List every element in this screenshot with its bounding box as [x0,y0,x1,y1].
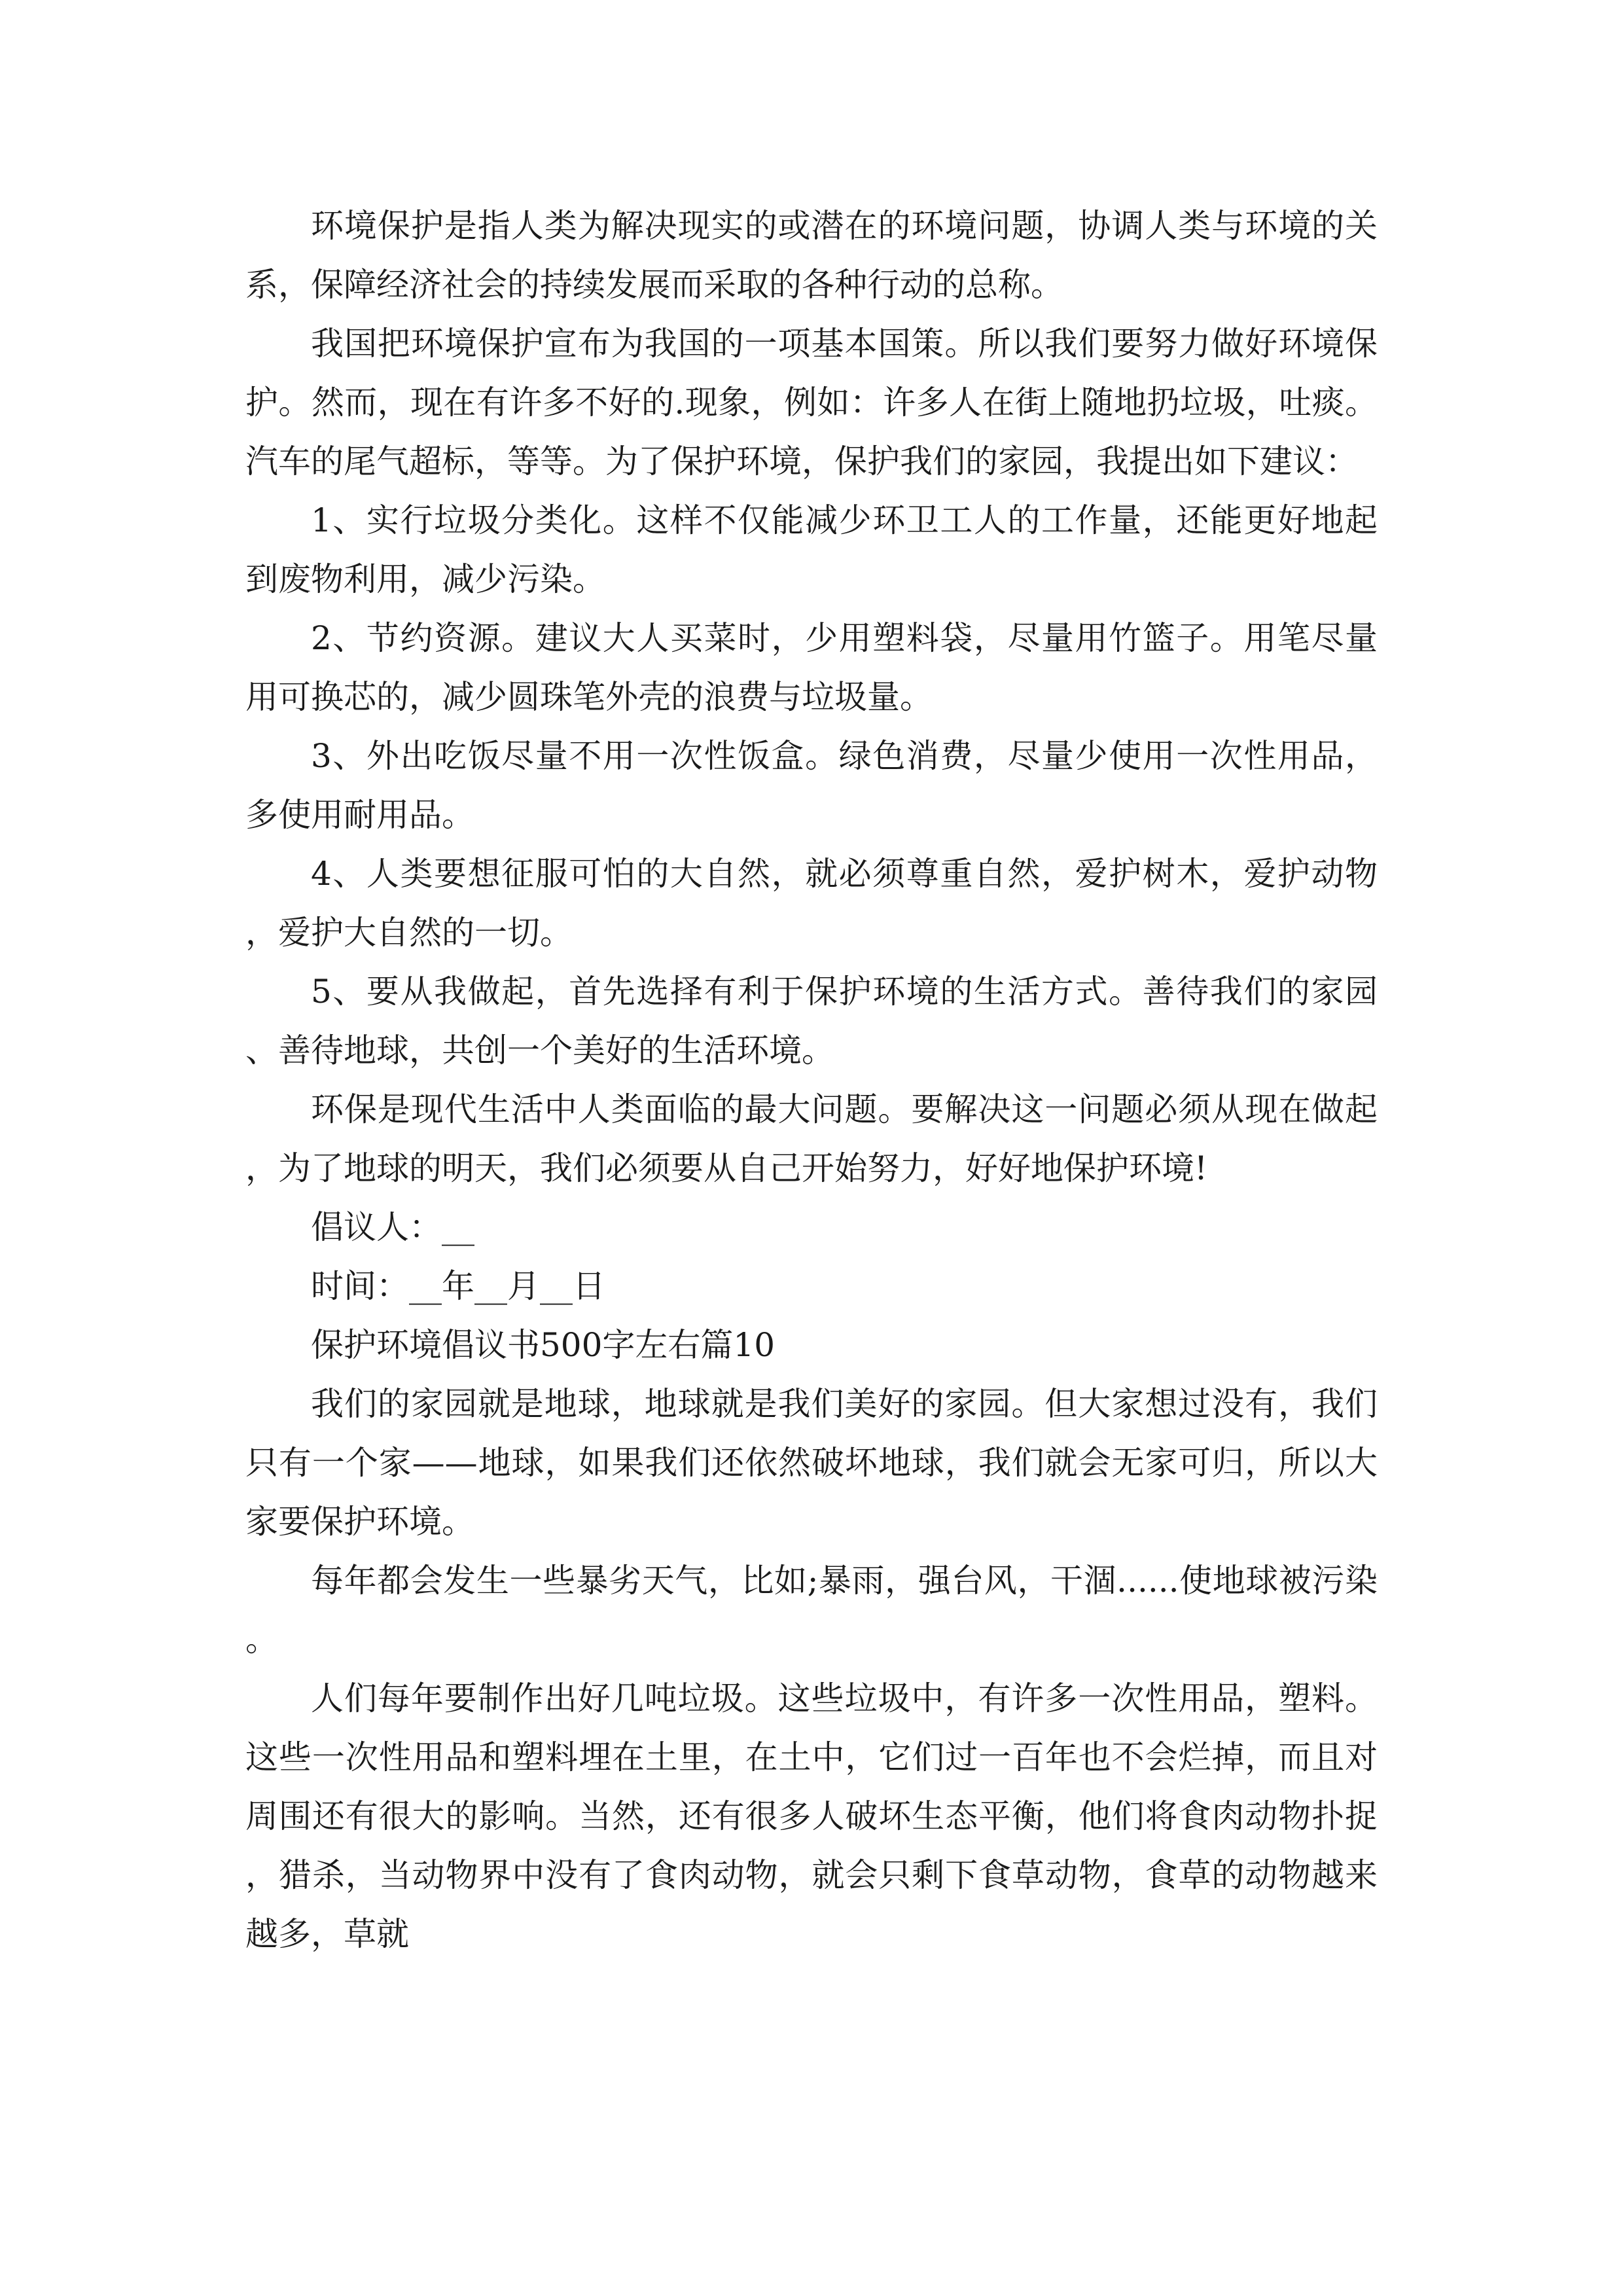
suggestion-item-1: 1、实行垃圾分类化。这样不仅能减少环卫工人的工作量，还能更好地起到废物利用，减少污染。 [245,501,1378,598]
suggestion-item-2: 2、节约资源。建议大人买菜时，少用塑料袋，尽量用竹篮子。用笔尽量用可换芯的，减少圆珠笔外壳的浪费与垃圾量。 [245,619,1378,716]
paragraph-conclusion: 环保是现代生活中人类面临的最大问题。要解决这一问题必须从现在做起，为了地球的明天，我们必须要从自己开始努力，好好地保护环境! [245,1090,1378,1187]
paragraph-earth-home: 我们的家园就是地球，地球就是我们美好的家园。但大家想过没有，我们只有一个家——地球，如果我们还依然破坏地球，我们就会无家可归，所以大家要保护环境。 [245,1385,1378,1541]
paragraph-weather: 每年都会发生一些暴劣天气，比如;暴雨，强台风，干涸......使地球被污染。 [245,1562,1378,1659]
suggestion-item-5: 5、要从我做起，首先选择有利于保护环境的生活方式。善待我们的家园、善待地球，共创一个美好的生活环境。 [245,973,1378,1069]
signature-line: 倡议人：__ [311,1208,474,1246]
suggestion-item-4: 4、人类要想征服可怕的大自然，就必须尊重自然，爱护树木，爱护动物，爱护大自然的一切。 [245,855,1378,952]
document-body [245,196,1378,1964]
date-line: 时间：__年__月__日 [311,1267,605,1305]
paragraph-definition: 环境保护是指人类为解决现实的或潜在的环境问题，协调人类与环境的关系，保障经济社会的持续发展而采取的各种行动的总称。 [245,207,1378,304]
suggestion-item-3: 3、外出吃饭尽量不用一次性饭盒。绿色消费，尽量少使用一次性用品，多使用耐用品。 [245,737,1378,834]
paragraph-garbage: 人们每年要制作出好几吨垃圾。这些垃圾中，有许多一次性用品，塑料。这些一次性用品和塑料埋在土里，在土中，它们过一百年也不会烂掉，而且对周围还有很大的影响。当然，还有很多人破坏生态平衡，他们将食肉动物扑捉，猎杀，当动物界中没有了食肉动物，就会只剩下食草动物，食草的动物越来越多，草就 [245,1679,1378,1953]
paragraph-national-policy: 我国把环境保护宣布为我国的一项基本国策。所以我们要努力做好环境保护。然而，现在有许多不好的.现象，例如：许多人在街上随地扔垃圾，吐痰。汽车的尾气超标，等等。为了保护环境，保护我们的家园，我提出如下建议： [245,325,1378,480]
section-heading: 保护环境倡议书500字左右篇10 [311,1326,776,1364]
